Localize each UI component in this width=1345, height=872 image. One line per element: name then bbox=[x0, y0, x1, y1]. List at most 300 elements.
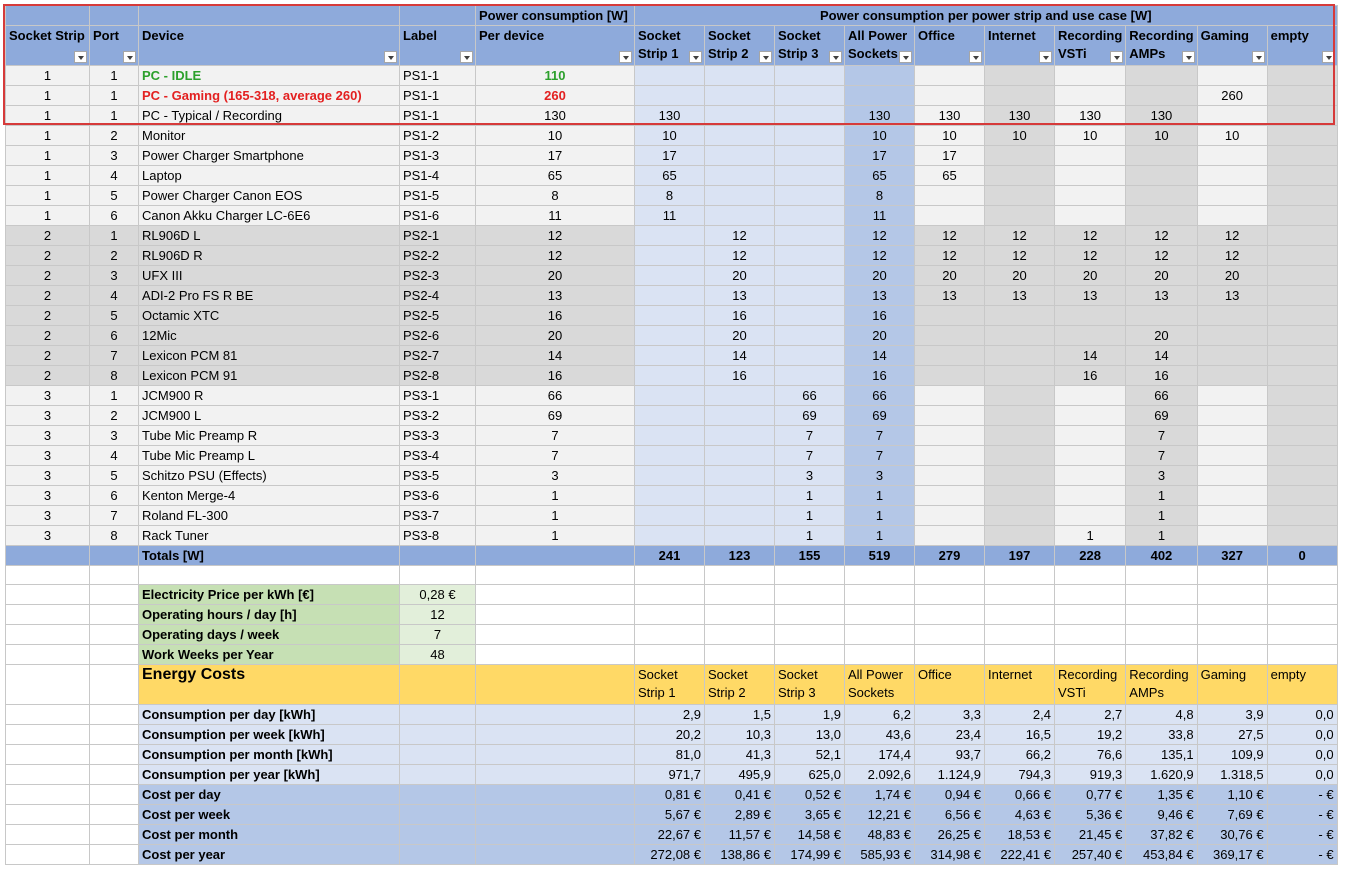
energy-value[interactable]: 14,58 € bbox=[775, 825, 845, 845]
cell-usecase-value[interactable] bbox=[1267, 486, 1337, 506]
cell-usecase-value[interactable] bbox=[1197, 206, 1267, 226]
cell-empty[interactable] bbox=[90, 745, 139, 765]
energy-value[interactable]: 1,5 bbox=[705, 705, 775, 725]
cell-usecase-value[interactable] bbox=[985, 466, 1055, 486]
cell-usecase-value[interactable]: 1 bbox=[845, 526, 915, 546]
cell-usecase-value[interactable]: 7 bbox=[1126, 426, 1197, 446]
energy-value[interactable]: 109,9 bbox=[1197, 745, 1267, 765]
cell-socket-strip[interactable]: 3 bbox=[6, 506, 90, 526]
cell-usecase-value[interactable] bbox=[1197, 146, 1267, 166]
cell-empty[interactable] bbox=[400, 845, 476, 865]
cell-usecase-value[interactable] bbox=[1055, 406, 1126, 426]
cell-usecase-value[interactable]: 130 bbox=[985, 106, 1055, 126]
cell-usecase-value[interactable] bbox=[985, 186, 1055, 206]
cell-empty[interactable] bbox=[400, 825, 476, 845]
cell-usecase-value[interactable] bbox=[985, 146, 1055, 166]
cell-empty[interactable] bbox=[1267, 585, 1337, 605]
cell-empty[interactable] bbox=[915, 605, 985, 625]
cell-usecase-value[interactable]: 8 bbox=[845, 186, 915, 206]
energy-value[interactable]: - € bbox=[1267, 805, 1337, 825]
cell-usecase-value[interactable] bbox=[635, 226, 705, 246]
energy-value[interactable]: 66,2 bbox=[985, 745, 1055, 765]
cell-socket-strip[interactable]: 3 bbox=[6, 426, 90, 446]
energy-value[interactable]: 3,65 € bbox=[775, 805, 845, 825]
cell-socket-strip[interactable]: 2 bbox=[6, 266, 90, 286]
energy-value[interactable]: 7,69 € bbox=[1197, 805, 1267, 825]
energy-value[interactable]: 16,5 bbox=[985, 725, 1055, 745]
cell-usecase-value[interactable]: 1 bbox=[1055, 526, 1126, 546]
cell-usecase-value[interactable]: 12 bbox=[705, 246, 775, 266]
col-header-socket-strip[interactable]: Socket Strip bbox=[6, 26, 90, 66]
cell-usecase-value[interactable] bbox=[1267, 226, 1337, 246]
cell-device[interactable]: Roland FL-300 bbox=[139, 506, 400, 526]
cell-usecase-value[interactable]: 12 bbox=[845, 226, 915, 246]
energy-value[interactable]: 48,83 € bbox=[845, 825, 915, 845]
cell-empty[interactable] bbox=[6, 785, 90, 805]
cell-empty[interactable] bbox=[6, 765, 90, 785]
cell-usecase-value[interactable] bbox=[845, 66, 915, 86]
cell-usecase-value[interactable] bbox=[985, 346, 1055, 366]
cell-device[interactable]: Lexicon PCM 91 bbox=[139, 366, 400, 386]
cell-usecase-value[interactable]: 20 bbox=[1055, 266, 1126, 286]
cell-empty[interactable] bbox=[1197, 605, 1267, 625]
cell-label[interactable]: PS3-1 bbox=[400, 386, 476, 406]
cell-empty[interactable] bbox=[6, 725, 90, 745]
filter-dropdown-icon[interactable] bbox=[123, 51, 136, 63]
totals-value[interactable]: 197 bbox=[985, 546, 1055, 566]
cell-empty[interactable] bbox=[476, 605, 635, 625]
energy-value[interactable]: 971,7 bbox=[635, 765, 705, 785]
cell-usecase-value[interactable]: 1 bbox=[775, 506, 845, 526]
cell-usecase-value[interactable] bbox=[635, 286, 705, 306]
cell-empty[interactable] bbox=[1126, 566, 1197, 585]
cell-usecase-value[interactable]: 12 bbox=[1197, 246, 1267, 266]
cell-empty[interactable] bbox=[476, 845, 635, 865]
cell-usecase-value[interactable]: 13 bbox=[985, 286, 1055, 306]
cell-socket-strip[interactable]: 3 bbox=[6, 526, 90, 546]
cell-usecase-value[interactable] bbox=[915, 486, 985, 506]
cell-device[interactable]: Laptop bbox=[139, 166, 400, 186]
cell-usecase-value[interactable]: 12 bbox=[985, 246, 1055, 266]
cell-label[interactable]: PS1-1 bbox=[400, 66, 476, 86]
cell-port[interactable]: 2 bbox=[90, 126, 139, 146]
filter-dropdown-icon[interactable] bbox=[1322, 51, 1335, 63]
cell-usecase-value[interactable] bbox=[985, 326, 1055, 346]
energy-value[interactable]: 585,93 € bbox=[845, 845, 915, 865]
cell-usecase-value[interactable]: 13 bbox=[705, 286, 775, 306]
cell-empty[interactable] bbox=[775, 566, 845, 585]
energy-value[interactable]: 6,2 bbox=[845, 705, 915, 725]
cell-usecase-value[interactable] bbox=[1055, 426, 1126, 446]
cell-usecase-value[interactable] bbox=[985, 526, 1055, 546]
cell-usecase-value[interactable] bbox=[1126, 166, 1197, 186]
cell-empty[interactable] bbox=[6, 546, 90, 566]
cell-empty[interactable] bbox=[90, 605, 139, 625]
cell-usecase-value[interactable]: 11 bbox=[635, 206, 705, 226]
energy-value[interactable]: 20,2 bbox=[635, 725, 705, 745]
energy-value[interactable]: - € bbox=[1267, 825, 1337, 845]
cell-usecase-value[interactable]: 130 bbox=[1126, 106, 1197, 126]
cell-usecase-value[interactable]: 3 bbox=[1126, 466, 1197, 486]
filter-dropdown-icon[interactable] bbox=[460, 51, 473, 63]
cell-empty[interactable] bbox=[90, 665, 139, 705]
energy-value[interactable]: 138,86 € bbox=[705, 845, 775, 865]
energy-value[interactable]: 0,0 bbox=[1267, 745, 1337, 765]
cell-empty[interactable] bbox=[476, 785, 635, 805]
cell-socket-strip[interactable]: 2 bbox=[6, 286, 90, 306]
cell-usecase-value[interactable] bbox=[775, 206, 845, 226]
energy-row-label[interactable]: Consumption per day [kWh] bbox=[139, 705, 400, 725]
col-header-usecase[interactable] bbox=[1197, 26, 1267, 66]
energy-col-header[interactable] bbox=[1126, 665, 1197, 705]
cell-port[interactable]: 2 bbox=[90, 246, 139, 266]
cell-label[interactable]: PS1-1 bbox=[400, 86, 476, 106]
cell-device[interactable]: PC - Typical / Recording bbox=[139, 106, 400, 126]
cell-usecase-value[interactable]: 10 bbox=[845, 126, 915, 146]
cell-usecase-value[interactable]: 16 bbox=[705, 306, 775, 326]
cell-per-device[interactable]: 110 bbox=[476, 66, 635, 86]
energy-row-label[interactable]: Consumption per week [kWh] bbox=[139, 725, 400, 745]
cell-usecase-value[interactable]: 10 bbox=[1197, 126, 1267, 146]
energy-value[interactable]: 625,0 bbox=[775, 765, 845, 785]
cell-empty[interactable] bbox=[400, 546, 476, 566]
cell-socket-strip[interactable]: 3 bbox=[6, 446, 90, 466]
energy-row-label[interactable]: Cost per week bbox=[139, 805, 400, 825]
energy-value[interactable]: 495,9 bbox=[705, 765, 775, 785]
cell-usecase-value[interactable] bbox=[635, 506, 705, 526]
cell-usecase-value[interactable]: 20 bbox=[705, 326, 775, 346]
cell-empty[interactable] bbox=[985, 605, 1055, 625]
energy-row-label[interactable]: Cost per day bbox=[139, 785, 400, 805]
energy-value[interactable]: 135,1 bbox=[1126, 745, 1197, 765]
cell-label[interactable]: PS2-6 bbox=[400, 326, 476, 346]
spreadsheet-grid[interactable] bbox=[5, 5, 1338, 865]
cell-usecase-value[interactable] bbox=[985, 366, 1055, 386]
cell-per-device[interactable]: 65 bbox=[476, 166, 635, 186]
cell-empty[interactable] bbox=[1267, 566, 1337, 585]
cell-empty[interactable] bbox=[915, 645, 985, 665]
cell-usecase-value[interactable] bbox=[1055, 486, 1126, 506]
cell-usecase-value[interactable] bbox=[985, 206, 1055, 226]
totals-value[interactable]: 123 bbox=[705, 546, 775, 566]
cell-usecase-value[interactable]: 11 bbox=[845, 206, 915, 226]
cell-device[interactable]: JCM900 L bbox=[139, 406, 400, 426]
filter-dropdown-icon[interactable] bbox=[619, 51, 632, 63]
energy-value[interactable]: 0,0 bbox=[1267, 705, 1337, 725]
cell-empty[interactable] bbox=[6, 805, 90, 825]
cell-empty[interactable] bbox=[1197, 625, 1267, 645]
cell-usecase-value[interactable]: 130 bbox=[915, 106, 985, 126]
cell-usecase-value[interactable] bbox=[635, 346, 705, 366]
cell-empty[interactable] bbox=[6, 605, 90, 625]
cell-label[interactable]: PS1-6 bbox=[400, 206, 476, 226]
totals-value[interactable]: 327 bbox=[1197, 546, 1267, 566]
cell-usecase-value[interactable] bbox=[705, 446, 775, 466]
cell-label[interactable]: PS3-2 bbox=[400, 406, 476, 426]
energy-row-label[interactable]: Consumption per month [kWh] bbox=[139, 745, 400, 765]
cell-usecase-value[interactable]: 12 bbox=[705, 226, 775, 246]
cell-usecase-value[interactable] bbox=[635, 86, 705, 106]
col-header-usecase[interactable] bbox=[845, 26, 915, 66]
cell-usecase-value[interactable] bbox=[915, 446, 985, 466]
cell-usecase-value[interactable]: 10 bbox=[915, 126, 985, 146]
cell-usecase-value[interactable] bbox=[1267, 286, 1337, 306]
cell-usecase-value[interactable] bbox=[635, 446, 705, 466]
cell-empty[interactable] bbox=[1267, 625, 1337, 645]
cell-usecase-value[interactable] bbox=[915, 66, 985, 86]
cell-empty[interactable] bbox=[6, 625, 90, 645]
filter-dropdown-icon[interactable] bbox=[1252, 51, 1265, 63]
cell-usecase-value[interactable]: 3 bbox=[845, 466, 915, 486]
cell-usecase-value[interactable] bbox=[1055, 66, 1126, 86]
cell-usecase-value[interactable] bbox=[1267, 506, 1337, 526]
cell-usecase-value[interactable] bbox=[1197, 366, 1267, 386]
filter-dropdown-icon[interactable] bbox=[1110, 51, 1123, 63]
cell-label[interactable]: PS3-4 bbox=[400, 446, 476, 466]
cell-usecase-value[interactable] bbox=[775, 126, 845, 146]
cell-empty[interactable] bbox=[775, 625, 845, 645]
cell-usecase-value[interactable] bbox=[915, 86, 985, 106]
cell-empty[interactable] bbox=[1267, 605, 1337, 625]
cell-device[interactable]: ADI-2 Pro FS R BE bbox=[139, 286, 400, 306]
param-value[interactable]: 0,28 € bbox=[400, 585, 476, 605]
cell-empty[interactable] bbox=[1055, 645, 1126, 665]
cell-socket-strip[interactable]: 2 bbox=[6, 226, 90, 246]
cell-socket-strip[interactable]: 2 bbox=[6, 366, 90, 386]
cell-usecase-value[interactable] bbox=[1197, 466, 1267, 486]
cell-port[interactable]: 4 bbox=[90, 446, 139, 466]
cell-usecase-value[interactable]: 20 bbox=[705, 266, 775, 286]
energy-row-label[interactable]: Consumption per year [kWh] bbox=[139, 765, 400, 785]
col-header-usecase[interactable] bbox=[1055, 26, 1126, 66]
cell-usecase-value[interactable] bbox=[635, 246, 705, 266]
energy-value[interactable]: 2,7 bbox=[1055, 705, 1126, 725]
cell-usecase-value[interactable] bbox=[635, 526, 705, 546]
cell-label[interactable]: PS1-2 bbox=[400, 126, 476, 146]
energy-value[interactable]: 1,9 bbox=[775, 705, 845, 725]
cell-empty[interactable] bbox=[6, 845, 90, 865]
cell-usecase-value[interactable]: 17 bbox=[915, 146, 985, 166]
energy-value[interactable]: 93,7 bbox=[915, 745, 985, 765]
cell-empty[interactable] bbox=[6, 665, 90, 705]
col-header-usecase[interactable] bbox=[985, 26, 1055, 66]
energy-value[interactable]: 26,25 € bbox=[915, 825, 985, 845]
cell-usecase-value[interactable]: 65 bbox=[915, 166, 985, 186]
cell-usecase-value[interactable] bbox=[1267, 186, 1337, 206]
cell-usecase-value[interactable]: 16 bbox=[845, 306, 915, 326]
cell-port[interactable]: 1 bbox=[90, 386, 139, 406]
cell-empty[interactable] bbox=[476, 725, 635, 745]
cell-port[interactable]: 8 bbox=[90, 366, 139, 386]
cell-usecase-value[interactable] bbox=[1267, 366, 1337, 386]
cell-usecase-value[interactable] bbox=[1055, 446, 1126, 466]
cell-empty[interactable] bbox=[6, 705, 90, 725]
cell-usecase-value[interactable] bbox=[1197, 66, 1267, 86]
cell-port[interactable]: 6 bbox=[90, 486, 139, 506]
cell-label[interactable]: PS2-1 bbox=[400, 226, 476, 246]
cell-usecase-value[interactable]: 14 bbox=[845, 346, 915, 366]
energy-value[interactable]: 41,3 bbox=[705, 745, 775, 765]
cell-usecase-value[interactable] bbox=[845, 86, 915, 106]
cell-usecase-value[interactable] bbox=[705, 106, 775, 126]
cell-device[interactable]: Power Charger Smartphone bbox=[139, 146, 400, 166]
cell-usecase-value[interactable]: 12 bbox=[1055, 246, 1126, 266]
totals-value[interactable]: 519 bbox=[845, 546, 915, 566]
energy-value[interactable]: 10,3 bbox=[705, 725, 775, 745]
energy-value[interactable]: 43,6 bbox=[845, 725, 915, 745]
cell-usecase-value[interactable]: 130 bbox=[845, 106, 915, 126]
cell-usecase-value[interactable] bbox=[1055, 506, 1126, 526]
cell-empty[interactable] bbox=[90, 725, 139, 745]
energy-value[interactable]: 4,63 € bbox=[985, 805, 1055, 825]
cell-usecase-value[interactable] bbox=[635, 426, 705, 446]
cell-usecase-value[interactable]: 17 bbox=[845, 146, 915, 166]
cell-usecase-value[interactable] bbox=[915, 526, 985, 546]
cell-usecase-value[interactable] bbox=[775, 346, 845, 366]
energy-col-header[interactable] bbox=[915, 665, 985, 705]
cell-empty[interactable] bbox=[1197, 645, 1267, 665]
energy-value[interactable]: 0,0 bbox=[1267, 725, 1337, 745]
energy-value[interactable]: 314,98 € bbox=[915, 845, 985, 865]
energy-value[interactable]: 12,21 € bbox=[845, 805, 915, 825]
cell-usecase-value[interactable] bbox=[635, 266, 705, 286]
cell-usecase-value[interactable]: 10 bbox=[1126, 126, 1197, 146]
cell-device[interactable]: Rack Tuner bbox=[139, 526, 400, 546]
energy-value[interactable]: 81,0 bbox=[635, 745, 705, 765]
energy-value[interactable]: 1.318,5 bbox=[1197, 765, 1267, 785]
cell-usecase-value[interactable]: 7 bbox=[845, 446, 915, 466]
cell-per-device[interactable]: 1 bbox=[476, 486, 635, 506]
col-header-usecase[interactable] bbox=[1267, 26, 1337, 66]
cell-empty[interactable] bbox=[1126, 625, 1197, 645]
cell-usecase-value[interactable] bbox=[1197, 446, 1267, 466]
cell-usecase-value[interactable] bbox=[1267, 246, 1337, 266]
cell-empty[interactable] bbox=[775, 585, 845, 605]
cell-empty[interactable] bbox=[1126, 605, 1197, 625]
cell-usecase-value[interactable]: 1 bbox=[1126, 506, 1197, 526]
col-header-per-device[interactable]: Per device bbox=[476, 26, 635, 66]
cell-socket-strip[interactable]: 1 bbox=[6, 66, 90, 86]
cell-usecase-value[interactable] bbox=[1197, 406, 1267, 426]
cell-empty[interactable] bbox=[476, 705, 635, 725]
cell-usecase-value[interactable] bbox=[1055, 206, 1126, 226]
cell-label[interactable]: PS2-4 bbox=[400, 286, 476, 306]
filter-dropdown-icon[interactable] bbox=[689, 51, 702, 63]
energy-col-header[interactable] bbox=[845, 665, 915, 705]
cell-usecase-value[interactable] bbox=[915, 406, 985, 426]
cell-usecase-value[interactable] bbox=[1055, 166, 1126, 186]
cell-usecase-value[interactable] bbox=[915, 506, 985, 526]
energy-value[interactable]: 2,9 bbox=[635, 705, 705, 725]
cell-usecase-value[interactable]: 66 bbox=[845, 386, 915, 406]
cell-usecase-value[interactable]: 13 bbox=[1126, 286, 1197, 306]
cell-empty[interactable] bbox=[1055, 585, 1126, 605]
cell-device[interactable]: Kenton Merge-4 bbox=[139, 486, 400, 506]
cell-per-device[interactable]: 260 bbox=[476, 86, 635, 106]
cell-usecase-value[interactable] bbox=[915, 186, 985, 206]
cell-usecase-value[interactable]: 69 bbox=[775, 406, 845, 426]
cell-empty[interactable] bbox=[775, 645, 845, 665]
cell-empty[interactable] bbox=[476, 566, 635, 585]
energy-value[interactable]: 0,94 € bbox=[915, 785, 985, 805]
cell-port[interactable]: 5 bbox=[90, 186, 139, 206]
cell-empty[interactable] bbox=[6, 745, 90, 765]
cell-usecase-value[interactable] bbox=[705, 426, 775, 446]
cell-usecase-value[interactable]: 10 bbox=[635, 126, 705, 146]
cell-port[interactable]: 1 bbox=[90, 106, 139, 126]
energy-col-header[interactable] bbox=[775, 665, 845, 705]
cell-empty[interactable] bbox=[400, 566, 476, 585]
cell-device[interactable]: 12Mic bbox=[139, 326, 400, 346]
energy-value[interactable]: 18,53 € bbox=[985, 825, 1055, 845]
cell-empty[interactable] bbox=[476, 765, 635, 785]
cell-empty[interactable] bbox=[6, 566, 90, 585]
cell-empty[interactable] bbox=[90, 785, 139, 805]
energy-value[interactable]: 30,76 € bbox=[1197, 825, 1267, 845]
cell-empty[interactable] bbox=[985, 585, 1055, 605]
cell-usecase-value[interactable] bbox=[1267, 526, 1337, 546]
cell-usecase-value[interactable]: 66 bbox=[1126, 386, 1197, 406]
cell-port[interactable]: 4 bbox=[90, 286, 139, 306]
cell-usecase-value[interactable]: 1 bbox=[1126, 486, 1197, 506]
cell-port[interactable]: 3 bbox=[90, 146, 139, 166]
energy-value[interactable]: 1,35 € bbox=[1126, 785, 1197, 805]
col-header-usecase[interactable] bbox=[705, 26, 775, 66]
cell-usecase-value[interactable]: 7 bbox=[845, 426, 915, 446]
cell-usecase-value[interactable] bbox=[1055, 186, 1126, 206]
cell-empty[interactable] bbox=[400, 765, 476, 785]
cell-empty[interactable] bbox=[400, 705, 476, 725]
cell-empty[interactable] bbox=[635, 625, 705, 645]
cell-empty[interactable] bbox=[90, 845, 139, 865]
cell-usecase-value[interactable] bbox=[775, 146, 845, 166]
cell-usecase-value[interactable] bbox=[1126, 206, 1197, 226]
cell-per-device[interactable]: 13 bbox=[476, 286, 635, 306]
cell-usecase-value[interactable] bbox=[775, 66, 845, 86]
cell-socket-strip[interactable]: 1 bbox=[6, 206, 90, 226]
cell-usecase-value[interactable] bbox=[1267, 326, 1337, 346]
energy-row-label[interactable]: Cost per year bbox=[139, 845, 400, 865]
energy-col-header[interactable] bbox=[985, 665, 1055, 705]
cell-usecase-value[interactable] bbox=[1267, 106, 1337, 126]
cell-usecase-value[interactable] bbox=[1197, 166, 1267, 186]
cell-device[interactable]: Power Charger Canon EOS bbox=[139, 186, 400, 206]
cell-empty[interactable] bbox=[400, 725, 476, 745]
cell-usecase-value[interactable]: 130 bbox=[1055, 106, 1126, 126]
totals-label[interactable]: Totals [W] bbox=[139, 546, 400, 566]
cell-empty[interactable] bbox=[985, 625, 1055, 645]
col-header-usecase[interactable] bbox=[775, 26, 845, 66]
filter-dropdown-icon[interactable] bbox=[759, 51, 772, 63]
cell-usecase-value[interactable] bbox=[705, 486, 775, 506]
cell-usecase-value[interactable] bbox=[1267, 166, 1337, 186]
cell-usecase-value[interactable] bbox=[705, 386, 775, 406]
cell-usecase-value[interactable] bbox=[1267, 426, 1337, 446]
cell-usecase-value[interactable]: 16 bbox=[845, 366, 915, 386]
cell-usecase-value[interactable] bbox=[1197, 506, 1267, 526]
cell-usecase-value[interactable] bbox=[635, 306, 705, 326]
energy-value[interactable]: 3,9 bbox=[1197, 705, 1267, 725]
cell-per-device[interactable]: 3 bbox=[476, 466, 635, 486]
cell-usecase-value[interactable]: 12 bbox=[915, 226, 985, 246]
cell-port[interactable]: 6 bbox=[90, 206, 139, 226]
energy-value[interactable]: 1,10 € bbox=[1197, 785, 1267, 805]
cell-label[interactable]: PS2-3 bbox=[400, 266, 476, 286]
cell-empty[interactable] bbox=[1055, 605, 1126, 625]
cell-usecase-value[interactable]: 1 bbox=[775, 486, 845, 506]
cell-usecase-value[interactable] bbox=[1126, 66, 1197, 86]
col-header-usecase[interactable] bbox=[915, 26, 985, 66]
